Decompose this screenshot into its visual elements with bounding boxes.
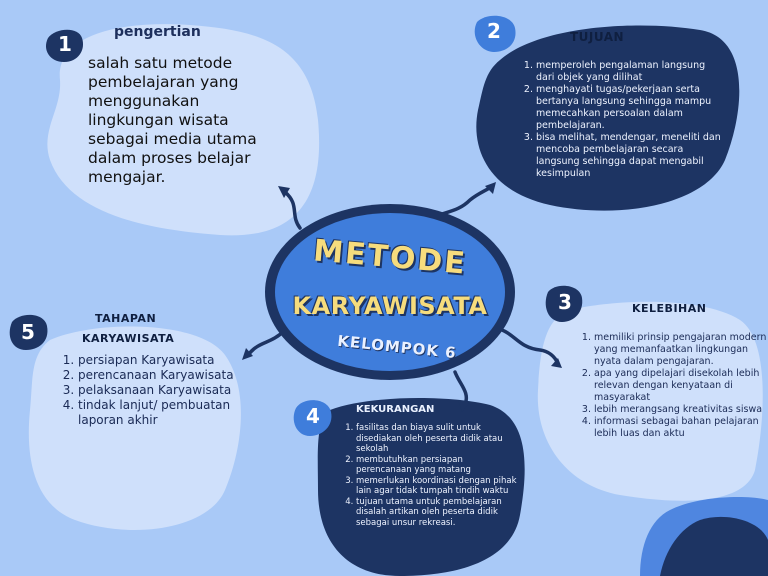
kekurangan-list [340, 423, 521, 528]
kelebihan-title: KELEBIHAN [632, 302, 707, 315]
center-title-karyawisata: KARYAWISATA [292, 292, 488, 320]
kekurangan-title: KEKURANGAN [356, 404, 435, 415]
list-item: 2. apa yang dipelajari disekolah lebih relevan dengan kenyataan di masyarakat [594, 368, 768, 404]
center-subtitle-kelompok: KELOMPOK 6 [336, 331, 458, 363]
badge-1-number: 1 [58, 32, 72, 56]
pengertian-text: salah satu metode pembelajaran yang menggunakan lingkungan wisata sebagai media utama dalam proses belajar mengajar. [88, 54, 257, 186]
list-item: 1. fasilitas dan biaya sulit untuk disediakan oleh peserta didik atau sekolah [356, 423, 521, 455]
list-item: 4. tindak lanjut/ pembuatan laporan akhir [78, 398, 238, 428]
tahapan-list [62, 353, 238, 428]
list-item: 2. perencanaan Karyawisata [78, 368, 238, 383]
list-item: 3. lebih merangsang kreativitas siswa [594, 404, 768, 416]
tahapan-title-line2: KARYAWISATA [82, 332, 175, 345]
list-item: 1. persiapan Karyawisata [78, 353, 238, 368]
tahapan-title-line1: TAHAPAN [95, 312, 157, 325]
list-item: 1. memperoleh pengalaman langsung dari objek yang dilihat [536, 60, 724, 84]
list-item: 3. pelaksanaan Karyawisata [78, 383, 238, 398]
tujuan-list [520, 60, 724, 180]
list-item: 1. memiliki prinsip pengajaran modern yang memanfaatkan lingkungan nyata dalam pengajaran. [594, 332, 768, 368]
list-item: 2. menghayati tugas/pekerjaan serta bertanya langsung sehingga mampu memecahkan persoalan dalam pembelajaran. [536, 84, 724, 132]
list-item: 2. membutuhkan persiapan perencanaan yang matang [356, 455, 521, 476]
tujuan-title: TUJUAN [570, 30, 625, 44]
list-item: 4. tujuan utama untuk pembelajaran disalah artikan oleh peserta didik sebagai unsur rekreasi. [356, 497, 521, 529]
badge-4-number: 4 [306, 404, 320, 428]
list-item: 3. bisa melihat, mendengar, meneliti dan mencoba pembelajaran secara langsung sehingga dapat mengabil kesimpulan [536, 132, 724, 180]
badge-5-number: 5 [21, 320, 35, 344]
pengertian-title: pengertian [114, 24, 201, 40]
badge-2-number: 2 [487, 19, 501, 43]
list-item: 4. informasi sebagai bahan pelajaran lebih luas dan aktu [594, 416, 768, 440]
kelebihan-list [578, 332, 768, 440]
center-title-metode: METODE [311, 233, 469, 282]
list-item: 3. memerlukan koordinasi dengan pihak lain agar tidak tumpah tindih waktu [356, 476, 521, 497]
badge-3-number: 3 [558, 290, 572, 314]
